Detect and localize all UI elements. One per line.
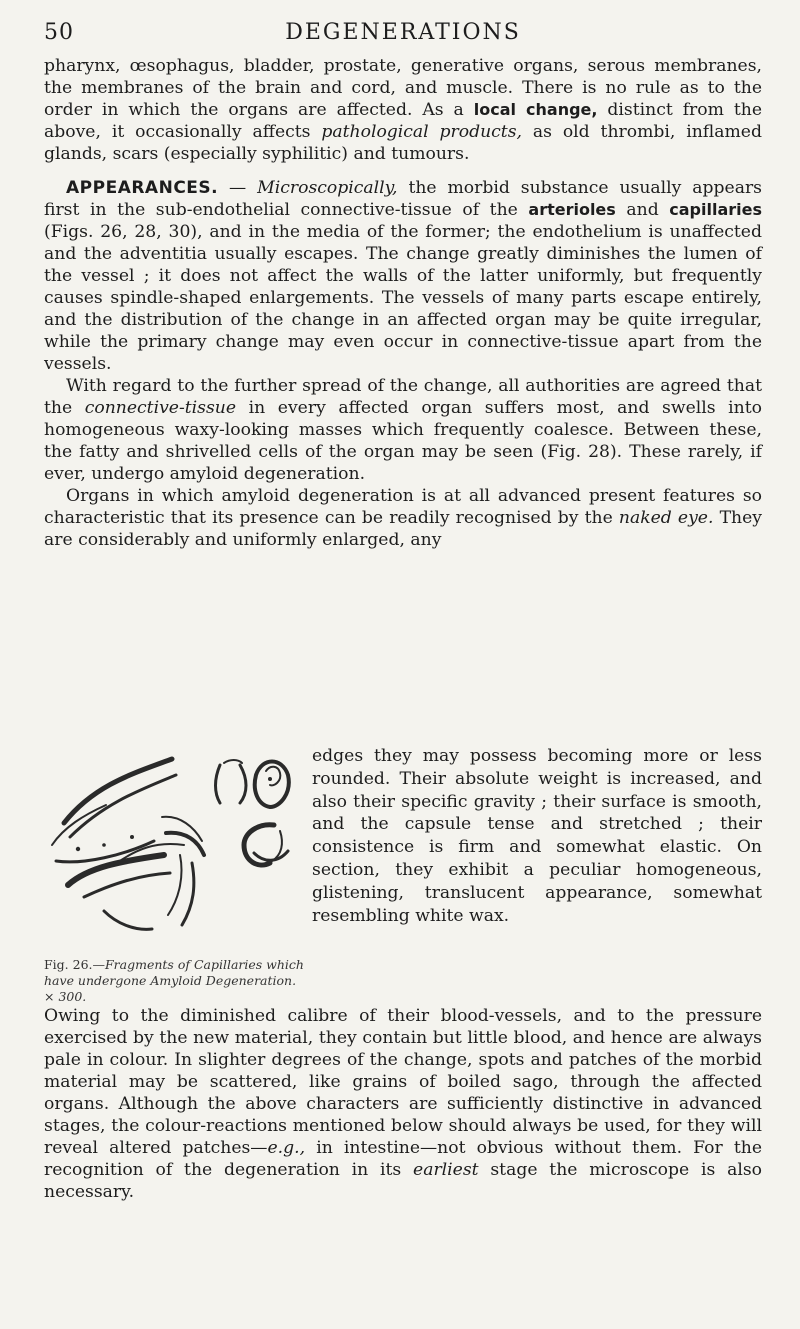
- section-heading-appearances: APPEARANCES.: [66, 178, 219, 198]
- upper-text-block: [44, 55, 762, 551]
- figure-26-row: [44, 745, 762, 1004]
- lower-text-block: [44, 1005, 762, 1203]
- side-text-column: [312, 745, 762, 927]
- arterioles-term: arterioles: [528, 200, 616, 219]
- local-change-term: local change,: [473, 100, 598, 119]
- figure-label: Fig. 26.: [44, 957, 93, 972]
- capillaries-term: capillaries: [669, 200, 762, 219]
- paragraph-naked-eye: Organs in which amyloid degeneration is at all advanced present features so characteristic that its presence can be readily recognised by the naked eye. They are considerably and uniformly enlarged, any: [44, 486, 762, 550]
- paragraph-organs-affected: pharynx, œsophagus, bladder, prostate, generative organs, serous membranes, the membranes of the brain and cord, and muscle. There is no rule as to the order in which the organs are affected. As a local change, distinct from the above, it occasionally affects pathological products, as old thrombi, inflamed glands, scars (especially syphilitic) and tumours.: [44, 56, 763, 164]
- paragraph-colour: Owing to the diminished calibre of their blood-vessels, and to the pressure exercised by the new material, they contain but little blood, and hence are always pale in colour. In slighter degrees of the change, spots and patches of the morbid material may be scattered, like grains of boiled sago, through the affected organs. Although the above characters are sufficiently distinctive in advanced stages, the colour-reactions mentioned below should always be used, for they will reveal altered patches—e.g., in intestine—not obvious without them. For the recognition of the degeneration in its earliest stage the microscope is also necessary.: [44, 1006, 763, 1202]
- running-title: DEGENERATIONS: [285, 20, 521, 45]
- page-number: 50: [44, 20, 74, 45]
- figure-caption: Fig. 26.—Fragments of Capillaries which have undergone Amyloid Degeneration. × 300.: [44, 957, 304, 1004]
- paragraph-side: edges they may possess becoming more or less rounded. Their absolute weight is increased, and also their specific gravity ; their surface is smooth, and the capsule tense and stretched ; their consistence is firm and somewhat elastic. On section, they exhibit a peculiar homogeneous, glistening, translucent appearance, somewhat resembling white wax.: [312, 746, 762, 926]
- paragraph-appearances: APPEARANCES. — Microscopically, the morbid substance usually appears first in the sub-endothelial connective-tissue of the arterioles and capillaries (Figs. 26, 28, 30), and in the media of the former; the endothelium is unaffected and the adventitia usually escapes. The change greatly diminishes the lumen of the vessel ; it does not affect the walls of the latter uniformly, but frequently causes spindle-shaped enlargements. The vessels of many parts escape entirely, and the distribution of the change in an affected organ may be quite irregular, while the primary change may even occur in connective-tissue apart from the vessels.: [44, 178, 762, 374]
- capillary-fragments-illustration: [44, 745, 302, 945]
- magnification: × 300.: [44, 989, 87, 1004]
- running-header: [44, 12, 762, 48]
- paragraph-connective-tissue: With regard to the further spread of the change, all authorities are agreed that the connective-tissue in every affected organ suffers most, and swells into homogeneous waxy-looking masses which frequently coalesce. Between these, the fatty and shrivelled cells of the organ may be seen (Fig. 28). These rarely, if ever, undergo amyloid degeneration.: [44, 376, 762, 484]
